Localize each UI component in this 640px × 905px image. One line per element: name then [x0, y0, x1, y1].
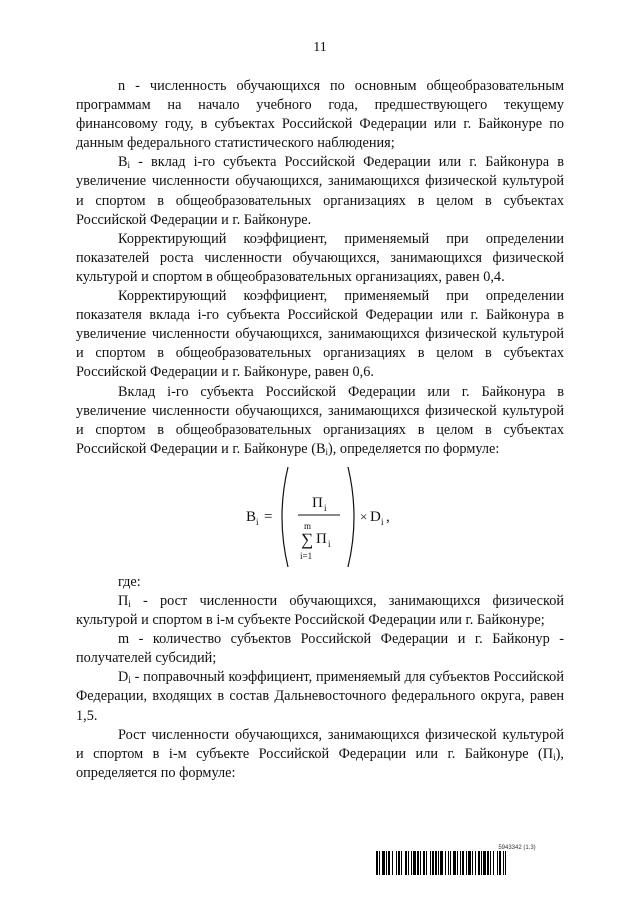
page-number: 11 — [313, 40, 327, 55]
where-label: где: — [118, 573, 141, 590]
formula-equals: = — [264, 508, 273, 525]
formula-trail: , — [386, 508, 390, 525]
formula-numerator: П — [312, 494, 323, 511]
paragraph-growth-coefficient: Корректирующий коэффициент, применяемый при определении показателей роста численности обучающихся, занимающихся физической культурой и спортом в общеобразовательных организациях, равен 0,4. — [76, 230, 564, 285]
paragraph-m-definition: m - количество субъектов Российской Федерации и г. Байконур - получателей субсидий; — [76, 631, 564, 667]
formula-numerator-sub: i — [324, 502, 327, 513]
formula-sum-term: П — [316, 530, 327, 547]
formula-sum-term-sub: i — [328, 538, 331, 549]
paragraph-growth-formula-intro: Рост численности обучающихся, занимающихся физической культурой и спортом в i-м субъекте Российской Федерации или г. Байконуре $(П_i)$, определяется по формуле: — [76, 726, 564, 781]
paragraph-contribution-coefficient: Корректирующий коэффициент, применяемый при определении показателя вклада i-го субъекта Российской Федерации или г. Байконура в увеличение численности обучающихся, занимающихся физической культурой и спортом в общеобразовательных организациях в целом в субъектах Российской Федерации и г. Байконуре, равен 0,6. — [76, 288, 564, 381]
document-code: 5943342 (1.3) — [498, 845, 536, 851]
formula-left-paren — [282, 467, 288, 567]
paragraph-di-definition: $D_i$ - поправочный коэффициент, применяемый для субъектов Российской Федерации, входящих в состав Дальневосточного федерального округа, равен 1,5. — [76, 669, 564, 724]
paragraph-pi-definition: $П_i$ - рост численности обучающихся, занимающихся физической культурой и спортом в i-м субъекте Российской Федерации или г. Байконуре; — [76, 592, 564, 629]
paragraph-bi-definition: $B_i$ - вклад i-го субъекта Российской Федерации или г. Байконура в увеличение численности обучающихся, занимающихся физической культурой и спортом в общеобразовательных организациях в целом в субъектах Российской Федерации и г. Байконуре. — [76, 154, 564, 228]
formula-factor: D — [370, 508, 381, 525]
formula-sum-symbol: ∑ — [301, 529, 314, 549]
barcode-image — [376, 851, 564, 875]
formula-times: × — [360, 508, 368, 524]
formula-lhs-sub: i — [256, 516, 259, 527]
contribution-formula — [76, 461, 564, 573]
paragraph-n-definition: n - численность обучающихся по основным общеобразовательным программам на начало учебного года, предшествующего текущему финансовому году, в субъектах Российской Федерации или г. Байконуре по данным федерального статистического наблюдения; — [76, 78, 564, 152]
formula-sum-lower: i=1 — [300, 550, 313, 561]
paragraph-contribution-formula-intro: Вклад i-го субъекта Российской Федерации или г. Байконура в увеличение численности обучающихся, занимающихся физической культурой и спортом в общеобразовательных организациях в целом в субъектах Российской Федерации и г. Байконуре $(B_i)$, определяется по формуле: — [76, 383, 564, 457]
formula-lhs: B — [246, 508, 257, 525]
formula-sum-upper: m — [304, 520, 312, 531]
formula-right-paren — [348, 467, 354, 567]
document-body — [76, 77, 564, 783]
formula-factor-sub: i — [381, 516, 384, 527]
